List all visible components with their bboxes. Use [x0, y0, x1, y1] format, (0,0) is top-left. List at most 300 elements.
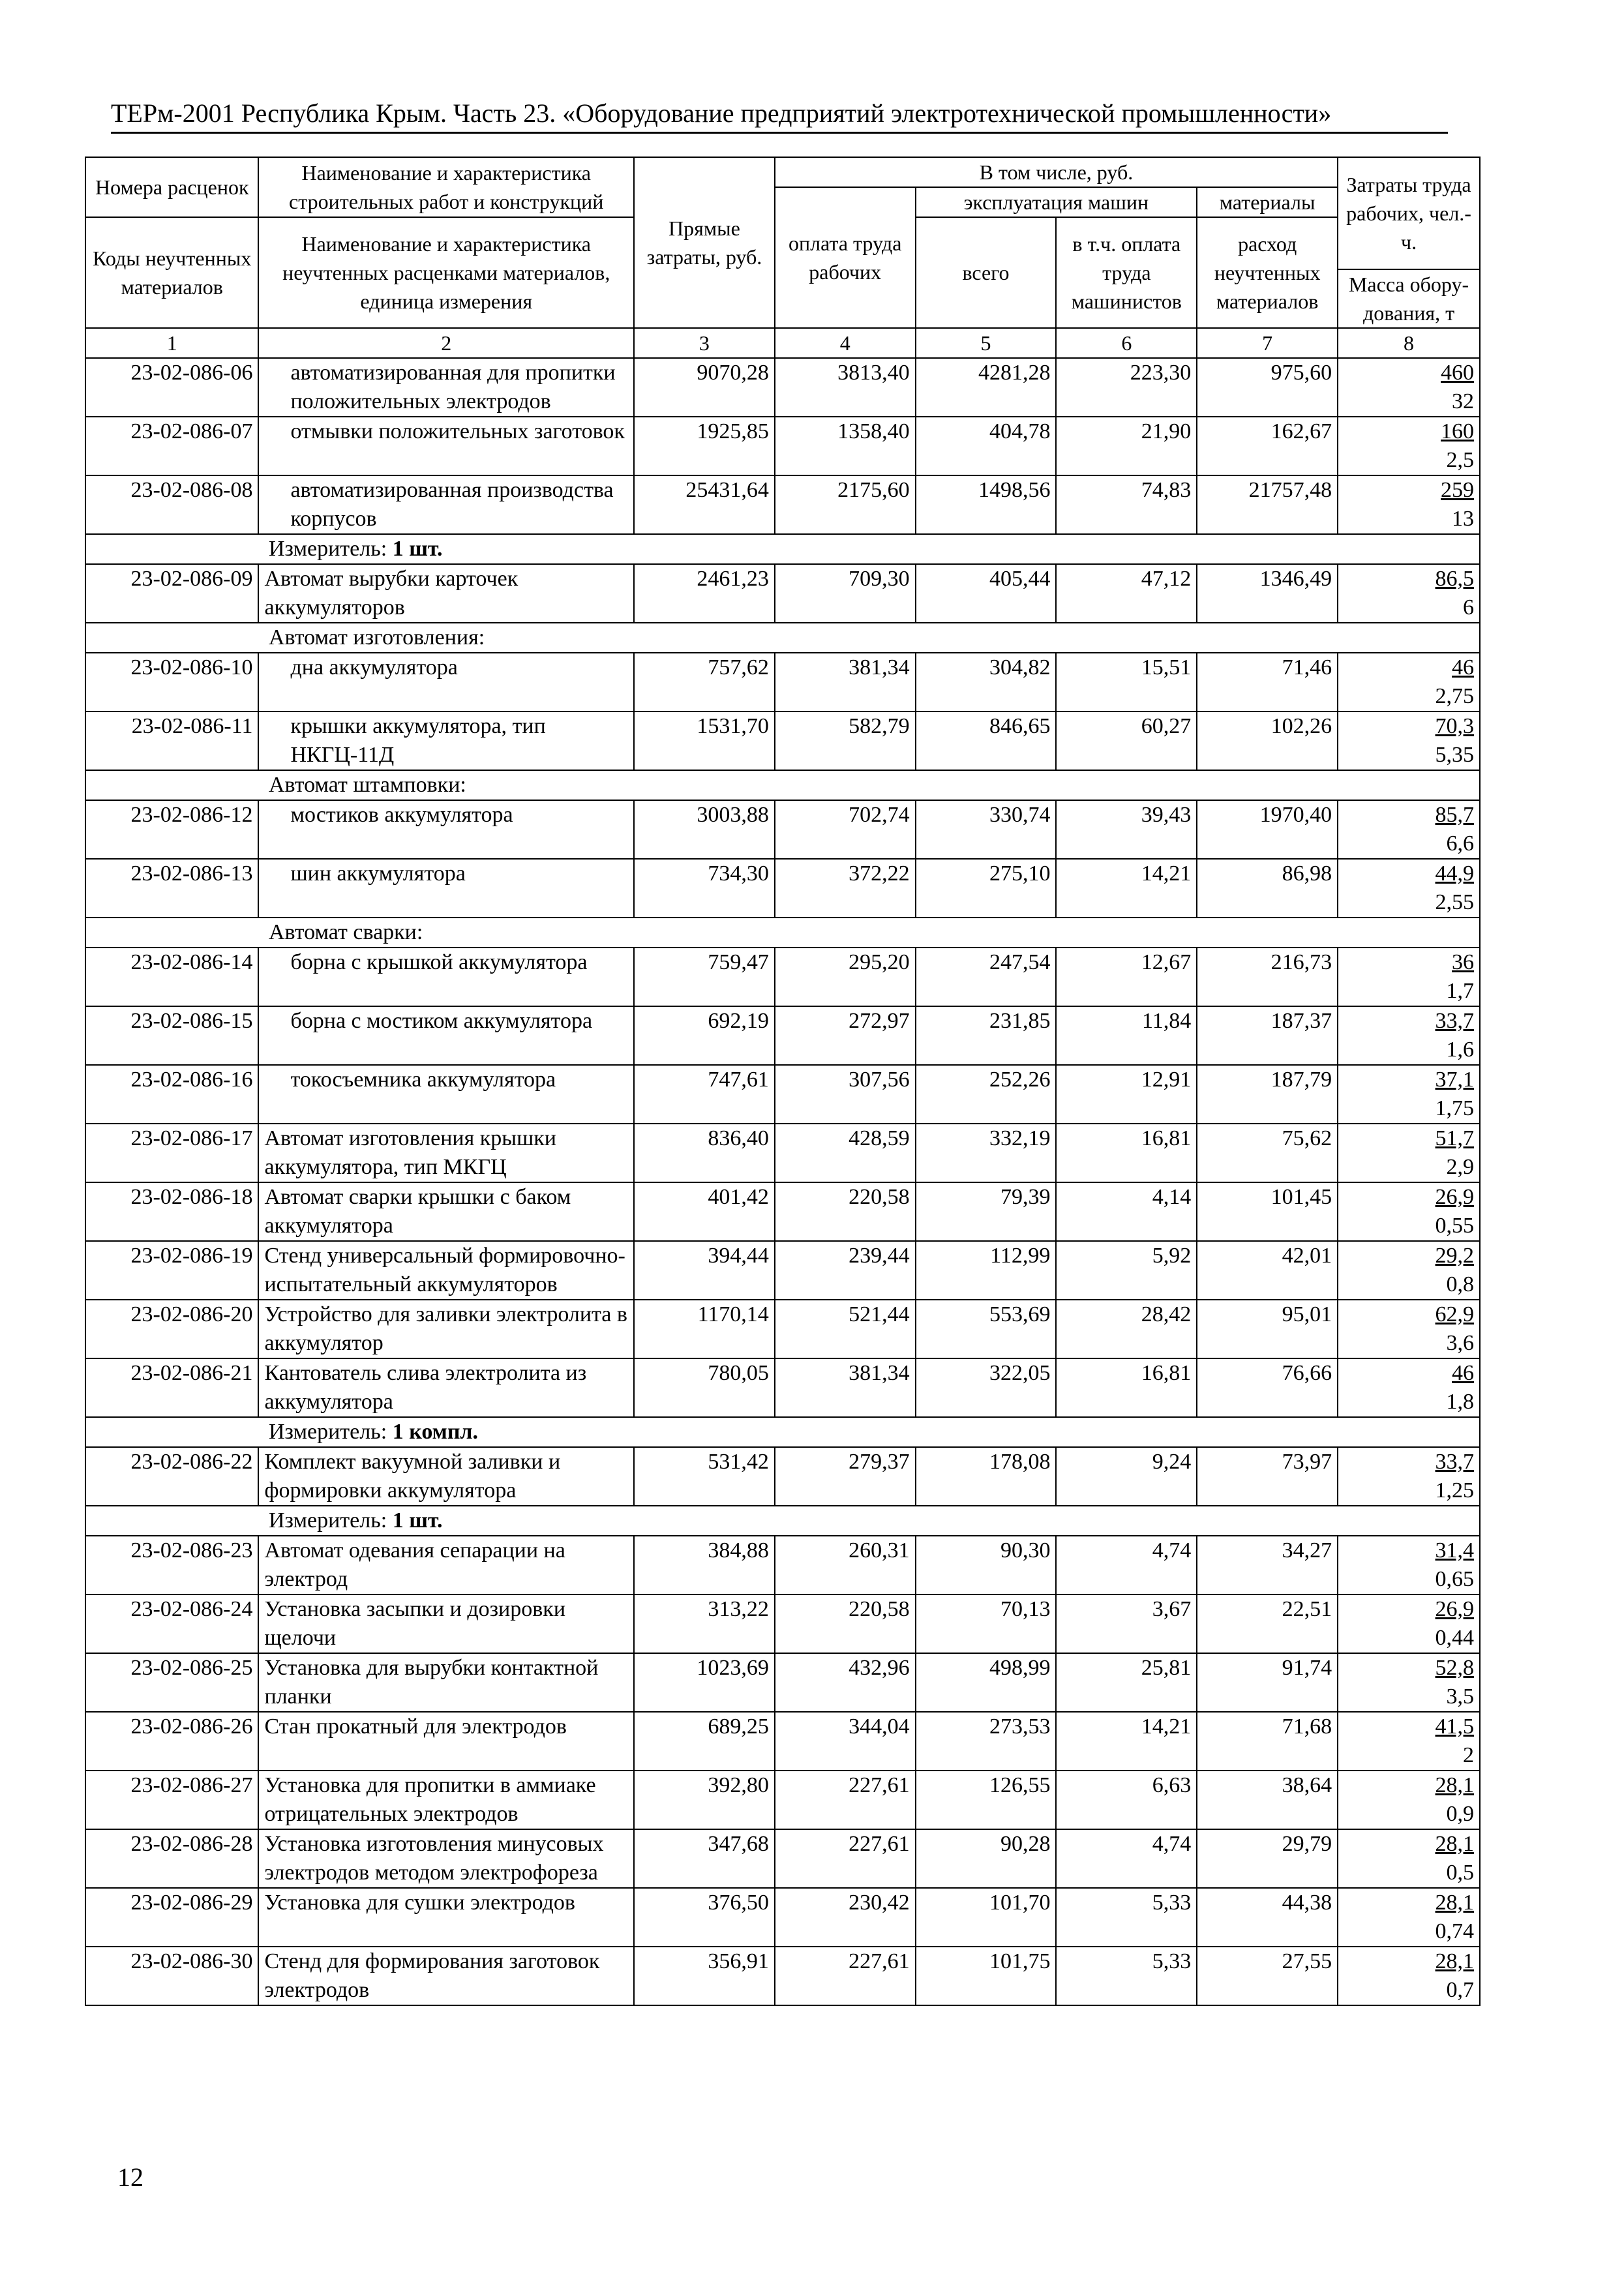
worker-pay: 272,97 [775, 1006, 916, 1065]
materials-cost: 29,79 [1197, 1829, 1338, 1888]
equipment-mass: 6 [1463, 595, 1474, 620]
labor-and-mass [1338, 1594, 1480, 1653]
table-row [85, 1888, 1480, 1947]
section-heading: Автомат штамповки: [85, 770, 1480, 800]
labor-hours: 28,1 [1435, 1949, 1474, 1973]
rate-code: 23-02-086-14 [85, 948, 258, 1006]
measure-value: 1 шт. [392, 537, 443, 561]
materials-cost: 95,01 [1197, 1300, 1338, 1358]
materials-cost: 102,26 [1197, 711, 1338, 770]
worker-pay: 3813,40 [775, 358, 916, 417]
materials-cost: 42,01 [1197, 1241, 1338, 1300]
labor-hours: 46 [1452, 1361, 1474, 1385]
operators-pay: 14,21 [1056, 859, 1197, 918]
equipment-mass: 2,9 [1446, 1155, 1474, 1179]
header-direct-costs: Прямые затраты, руб. [634, 157, 775, 328]
machines-total: 101,75 [916, 1947, 1057, 2005]
header-material-names: Наименование и характеристика неучтенных расценками материалов, единица измерения [258, 217, 634, 328]
labor-hours: 51,7 [1435, 1126, 1474, 1150]
materials-cost: 216,73 [1197, 948, 1338, 1006]
rate-code: 23-02-086-08 [85, 475, 258, 534]
worker-pay: 2175,60 [775, 475, 916, 534]
labor-and-mass [1338, 859, 1480, 918]
equipment-mass: 2,55 [1435, 890, 1474, 914]
measure-row [85, 1417, 1480, 1447]
section-heading: Автомат сварки: [85, 918, 1480, 948]
materials-cost: 101,45 [1197, 1182, 1338, 1241]
materials-cost: 73,97 [1197, 1447, 1338, 1506]
machines-total: 404,78 [916, 417, 1057, 475]
equipment-mass: 2,5 [1446, 448, 1474, 472]
rate-code: 23-02-086-25 [85, 1653, 258, 1712]
operators-pay: 21,90 [1056, 417, 1197, 475]
rate-code: 23-02-086-23 [85, 1536, 258, 1594]
machines-total: 553,69 [916, 1300, 1057, 1358]
rate-name: Установка для вырубки контактной планки [258, 1653, 634, 1712]
worker-pay: 381,34 [775, 653, 916, 711]
direct-costs: 747,61 [634, 1065, 775, 1124]
machines-total: 231,85 [916, 1006, 1057, 1065]
rate-name: дна аккумулятора [258, 653, 634, 711]
table-row [85, 1300, 1480, 1358]
direct-costs: 9070,28 [634, 358, 775, 417]
direct-costs: 3003,88 [634, 800, 775, 859]
labor-and-mass [1338, 1300, 1480, 1358]
rate-code: 23-02-086-17 [85, 1124, 258, 1182]
labor-hours: 86,5 [1435, 567, 1474, 591]
measure-row [85, 1506, 1480, 1536]
machines-total: 498,99 [916, 1653, 1057, 1712]
direct-costs: 356,91 [634, 1947, 775, 2005]
rate-code: 23-02-086-29 [85, 1888, 258, 1947]
equipment-mass: 1,8 [1446, 1390, 1474, 1414]
materials-cost: 1970,40 [1197, 800, 1338, 859]
column-number: 2 [258, 328, 634, 358]
operators-pay: 12,67 [1056, 948, 1197, 1006]
operators-pay: 9,24 [1056, 1447, 1197, 1506]
worker-pay: 372,22 [775, 859, 916, 918]
equipment-mass: 1,7 [1446, 979, 1474, 1003]
worker-pay: 432,96 [775, 1653, 916, 1712]
labor-and-mass [1338, 800, 1480, 859]
section-row [85, 623, 1480, 653]
machines-total: 112,99 [916, 1241, 1057, 1300]
machines-total: 322,05 [916, 1358, 1057, 1417]
direct-costs: 25431,64 [634, 475, 775, 534]
machines-total: 126,55 [916, 1771, 1057, 1829]
operators-pay: 47,12 [1056, 564, 1197, 623]
operators-pay: 15,51 [1056, 653, 1197, 711]
rate-name: Установка для пропитки в аммиаке отрицательных электродов [258, 1771, 634, 1829]
rate-name: крышки аккумулятора, тип НКГЦ-11Д [258, 711, 634, 770]
labor-hours: 26,9 [1435, 1185, 1474, 1209]
table-row [85, 1536, 1480, 1594]
direct-costs: 531,42 [634, 1447, 775, 1506]
table-row [85, 1182, 1480, 1241]
measure-cell [85, 1417, 1480, 1447]
operators-pay: 12,91 [1056, 1065, 1197, 1124]
machines-total: 330,74 [916, 800, 1057, 859]
labor-and-mass [1338, 1065, 1480, 1124]
equipment-mass: 13 [1452, 507, 1474, 531]
rate-code: 23-02-086-30 [85, 1947, 258, 2005]
operators-pay: 5,33 [1056, 1947, 1197, 2005]
header-materials: материалы [1197, 187, 1338, 217]
labor-hours: 46 [1452, 655, 1474, 680]
materials-cost: 27,55 [1197, 1947, 1338, 2005]
measure-label: Измеритель: [269, 1508, 387, 1533]
rate-name: шин аккумулятора [258, 859, 634, 918]
rate-code: 23-02-086-19 [85, 1241, 258, 1300]
labor-hours: 160 [1441, 419, 1474, 443]
labor-and-mass [1338, 1653, 1480, 1712]
operators-pay: 4,14 [1056, 1182, 1197, 1241]
rate-code: 23-02-086-24 [85, 1594, 258, 1653]
column-number: 8 [1338, 328, 1480, 358]
labor-hours: 28,1 [1435, 1832, 1474, 1856]
rate-name: Стенд универсальный формировочно-испытательный аккумуляторов [258, 1241, 634, 1300]
column-number: 4 [775, 328, 916, 358]
labor-and-mass [1338, 711, 1480, 770]
equipment-mass: 1,6 [1446, 1038, 1474, 1062]
rate-code: 23-02-086-15 [85, 1006, 258, 1065]
worker-pay: 279,37 [775, 1447, 916, 1506]
rate-code: 23-02-086-06 [85, 358, 258, 417]
rate-name: Установка для сушки электродов [258, 1888, 634, 1947]
equipment-mass: 32 [1452, 389, 1474, 413]
materials-cost: 187,37 [1197, 1006, 1338, 1065]
worker-pay: 381,34 [775, 1358, 916, 1417]
machines-total: 1498,56 [916, 475, 1057, 534]
rate-name: Стан прокатный для электродов [258, 1712, 634, 1771]
operators-pay: 5,33 [1056, 1888, 1197, 1947]
rate-name: борна с крышкой аккумулятора [258, 948, 634, 1006]
labor-hours: 36 [1452, 950, 1474, 974]
header-machines-total: всего [916, 217, 1057, 328]
rate-name: токосъемника аккумулятора [258, 1065, 634, 1124]
equipment-mass: 5,35 [1435, 743, 1474, 767]
machines-total: 90,30 [916, 1536, 1057, 1594]
table-row [85, 1712, 1480, 1771]
direct-costs: 836,40 [634, 1124, 775, 1182]
section-row [85, 918, 1480, 948]
labor-and-mass [1338, 1771, 1480, 1829]
table-row [85, 475, 1480, 534]
rate-name: Автомат одевания сепарации на электрод [258, 1536, 634, 1594]
operators-pay: 25,81 [1056, 1653, 1197, 1712]
labor-and-mass [1338, 475, 1480, 534]
measure-row [85, 534, 1480, 564]
equipment-mass: 0,7 [1446, 1978, 1474, 2002]
rate-name: отмывки положительных заготовок [258, 417, 634, 475]
labor-and-mass [1338, 948, 1480, 1006]
operators-pay: 39,43 [1056, 800, 1197, 859]
header-labor-hours: Затраты труда рабочих, чел.-ч. [1338, 157, 1480, 269]
equipment-mass: 0,8 [1446, 1272, 1474, 1296]
machines-total: 273,53 [916, 1712, 1057, 1771]
rate-name: автоматизированная для пропитки положительных электродов [258, 358, 634, 417]
materials-cost: 76,66 [1197, 1358, 1338, 1417]
direct-costs: 394,44 [634, 1241, 775, 1300]
header-worker-pay: оплата труда рабочих [775, 187, 916, 328]
materials-cost: 1346,49 [1197, 564, 1338, 623]
machines-total: 178,08 [916, 1447, 1057, 1506]
worker-pay: 227,61 [775, 1829, 916, 1888]
rate-code: 23-02-086-13 [85, 859, 258, 918]
direct-costs: 1531,70 [634, 711, 775, 770]
section-row [85, 770, 1480, 800]
worker-pay: 582,79 [775, 711, 916, 770]
header-work-name: Наименование и характеристика строительных работ и конструкций [258, 157, 634, 217]
worker-pay: 230,42 [775, 1888, 916, 1947]
table-body [85, 358, 1480, 2005]
operators-pay: 28,42 [1056, 1300, 1197, 1358]
materials-cost: 38,64 [1197, 1771, 1338, 1829]
equipment-mass: 0,9 [1446, 1802, 1474, 1826]
labor-and-mass [1338, 417, 1480, 475]
direct-costs: 384,88 [634, 1536, 775, 1594]
table-row [85, 358, 1480, 417]
labor-and-mass [1338, 1182, 1480, 1241]
header-materials-usage: расход неучтенных материалов [1197, 217, 1338, 328]
labor-hours: 70,3 [1435, 714, 1474, 738]
labor-and-mass [1338, 1358, 1480, 1417]
equipment-mass: 0,55 [1435, 1214, 1474, 1238]
worker-pay: 220,58 [775, 1594, 916, 1653]
rate-code: 23-02-086-27 [85, 1771, 258, 1829]
table-row [85, 1594, 1480, 1653]
labor-hours: 28,1 [1435, 1773, 1474, 1797]
measure-label: Измеритель: [269, 1420, 387, 1444]
rate-code: 23-02-086-09 [85, 564, 258, 623]
direct-costs: 1023,69 [634, 1653, 775, 1712]
table-row [85, 1653, 1480, 1712]
labor-hours: 41,5 [1435, 1714, 1474, 1739]
page-number: 12 [117, 2162, 143, 2192]
labor-and-mass [1338, 1536, 1480, 1594]
header-material-codes: Коды неучтенных материалов [85, 217, 258, 328]
rate-name: Установка засыпки и дозировки щелочи [258, 1594, 634, 1653]
section-heading: Автомат изготовления: [85, 623, 1480, 653]
table-row [85, 1829, 1480, 1888]
operators-pay: 4,74 [1056, 1536, 1197, 1594]
table-row [85, 1358, 1480, 1417]
rate-code: 23-02-086-20 [85, 1300, 258, 1358]
table-row [85, 800, 1480, 859]
worker-pay: 295,20 [775, 948, 916, 1006]
direct-costs: 392,80 [634, 1771, 775, 1829]
labor-and-mass [1338, 1006, 1480, 1065]
operators-pay: 6,63 [1056, 1771, 1197, 1829]
equipment-mass: 1,75 [1435, 1096, 1474, 1120]
labor-hours: 33,7 [1435, 1009, 1474, 1033]
worker-pay: 428,59 [775, 1124, 916, 1182]
machines-total: 304,82 [916, 653, 1057, 711]
measure-cell [85, 1506, 1480, 1536]
operators-pay: 14,21 [1056, 1712, 1197, 1771]
worker-pay: 220,58 [775, 1182, 916, 1241]
table-row [85, 1947, 1480, 2005]
labor-and-mass [1338, 1712, 1480, 1771]
materials-cost: 71,68 [1197, 1712, 1338, 1771]
materials-cost: 22,51 [1197, 1594, 1338, 1653]
direct-costs: 376,50 [634, 1888, 775, 1947]
labor-and-mass [1338, 1124, 1480, 1182]
direct-costs: 2461,23 [634, 564, 775, 623]
direct-costs: 1170,14 [634, 1300, 775, 1358]
rate-code: 23-02-086-10 [85, 653, 258, 711]
table-row [85, 859, 1480, 918]
machines-total: 247,54 [916, 948, 1057, 1006]
operators-pay: 11,84 [1056, 1006, 1197, 1065]
table-row [85, 1124, 1480, 1182]
labor-and-mass [1338, 1447, 1480, 1506]
labor-hours: 31,4 [1435, 1538, 1474, 1563]
direct-costs: 734,30 [634, 859, 775, 918]
operators-pay: 4,74 [1056, 1829, 1197, 1888]
table-header [85, 157, 1480, 358]
worker-pay: 227,61 [775, 1947, 916, 2005]
operators-pay: 74,83 [1056, 475, 1197, 534]
header-rule [111, 132, 1448, 134]
header-equipment-mass: Масса обору-дования, т [1338, 269, 1480, 328]
labor-hours: 52,8 [1435, 1656, 1474, 1680]
labor-and-mass [1338, 564, 1480, 623]
header-operators-pay: в т.ч. оплата труда машинистов [1056, 217, 1197, 328]
table-row [85, 1065, 1480, 1124]
direct-costs: 757,62 [634, 653, 775, 711]
direct-costs: 692,19 [634, 1006, 775, 1065]
rate-name: Автомат сварки крышки с баком аккумулятора [258, 1182, 634, 1241]
rate-code: 23-02-086-07 [85, 417, 258, 475]
operators-pay: 5,92 [1056, 1241, 1197, 1300]
equipment-mass: 2 [1463, 1743, 1474, 1767]
header-rate-numbers: Номера расценок [85, 157, 258, 217]
rate-name: Кантователь слива электролита из аккумулятора [258, 1358, 634, 1417]
materials-cost: 34,27 [1197, 1536, 1338, 1594]
rate-code: 23-02-086-18 [85, 1182, 258, 1241]
rate-code: 23-02-086-28 [85, 1829, 258, 1888]
rate-code: 23-02-086-16 [85, 1065, 258, 1124]
direct-costs: 401,42 [634, 1182, 775, 1241]
equipment-mass: 0,65 [1435, 1567, 1474, 1591]
operators-pay: 16,81 [1056, 1124, 1197, 1182]
rate-name: Устройство для заливки электролита в аккумулятор [258, 1300, 634, 1358]
materials-cost: 86,98 [1197, 859, 1338, 918]
materials-cost: 21757,48 [1197, 475, 1338, 534]
labor-and-mass [1338, 653, 1480, 711]
measure-value: 1 компл. [392, 1420, 479, 1444]
machines-total: 79,39 [916, 1182, 1057, 1241]
worker-pay: 709,30 [775, 564, 916, 623]
table-row [85, 1771, 1480, 1829]
column-number: 6 [1056, 328, 1197, 358]
equipment-mass: 3,6 [1446, 1331, 1474, 1355]
equipment-mass: 6,6 [1446, 831, 1474, 856]
rate-name: Стенд для формирования заготовок электродов [258, 1947, 634, 2005]
machines-total: 846,65 [916, 711, 1057, 770]
labor-hours: 259 [1441, 478, 1474, 502]
equipment-mass: 0,5 [1446, 1861, 1474, 1885]
materials-cost: 187,79 [1197, 1065, 1338, 1124]
materials-cost: 44,38 [1197, 1888, 1338, 1947]
worker-pay: 702,74 [775, 800, 916, 859]
materials-cost: 71,46 [1197, 653, 1338, 711]
measure-cell [85, 534, 1480, 564]
rate-name: мостиков аккумулятора [258, 800, 634, 859]
worker-pay: 239,44 [775, 1241, 916, 1300]
direct-costs: 347,68 [634, 1829, 775, 1888]
column-number: 7 [1197, 328, 1338, 358]
operators-pay: 3,67 [1056, 1594, 1197, 1653]
worker-pay: 1358,40 [775, 417, 916, 475]
worker-pay: 344,04 [775, 1712, 916, 1771]
labor-hours: 85,7 [1435, 803, 1474, 827]
labor-and-mass [1338, 1241, 1480, 1300]
materials-cost: 91,74 [1197, 1653, 1338, 1712]
column-number-row [85, 328, 1480, 358]
operators-pay: 60,27 [1056, 711, 1197, 770]
direct-costs: 689,25 [634, 1712, 775, 1771]
labor-hours: 37,1 [1435, 1068, 1474, 1092]
labor-hours: 29,2 [1435, 1244, 1474, 1268]
rates-table [85, 157, 1481, 2006]
worker-pay: 260,31 [775, 1536, 916, 1594]
equipment-mass: 3,5 [1446, 1684, 1474, 1709]
direct-costs: 780,05 [634, 1358, 775, 1417]
measure-label: Измеритель: [269, 537, 387, 561]
rate-name: борна с мостиком аккумулятора [258, 1006, 634, 1065]
labor-hours: 44,9 [1435, 861, 1474, 886]
worker-pay: 521,44 [775, 1300, 916, 1358]
rate-code: 23-02-086-11 [85, 711, 258, 770]
table-row [85, 564, 1480, 623]
column-number: 1 [85, 328, 258, 358]
table-row [85, 417, 1480, 475]
rate-code: 23-02-086-22 [85, 1447, 258, 1506]
labor-and-mass [1338, 1829, 1480, 1888]
column-number: 5 [916, 328, 1057, 358]
machines-total: 405,44 [916, 564, 1057, 623]
machines-total: 101,70 [916, 1888, 1057, 1947]
rate-code: 23-02-086-26 [85, 1712, 258, 1771]
table-row [85, 653, 1480, 711]
rate-name: Автомат вырубки карточек аккумуляторов [258, 564, 634, 623]
labor-hours: 460 [1441, 361, 1474, 385]
measure-value: 1 шт. [392, 1508, 443, 1533]
table-row [85, 1006, 1480, 1065]
labor-hours: 33,7 [1435, 1450, 1474, 1474]
materials-cost: 75,62 [1197, 1124, 1338, 1182]
materials-cost: 162,67 [1197, 417, 1338, 475]
worker-pay: 227,61 [775, 1771, 916, 1829]
labor-hours: 62,9 [1435, 1302, 1474, 1326]
page-header-title: ТЕРм-2001 Республика Крым. Часть 23. «Оборудование предприятий электротехнической промышленности» [111, 98, 1332, 128]
labor-hours: 28,1 [1435, 1891, 1474, 1915]
machines-total: 332,19 [916, 1124, 1057, 1182]
table-row [85, 1447, 1480, 1506]
equipment-mass: 0,44 [1435, 1626, 1474, 1650]
direct-costs: 313,22 [634, 1594, 775, 1653]
operators-pay: 223,30 [1056, 358, 1197, 417]
labor-and-mass [1338, 1947, 1480, 2005]
table-row [85, 948, 1480, 1006]
rate-code: 23-02-086-21 [85, 1358, 258, 1417]
table-row [85, 1241, 1480, 1300]
rate-name: Комплект вакуумной заливки и формировки аккумулятора [258, 1447, 634, 1506]
rate-name: Установка изготовления минусовых электродов методом электрофореза [258, 1829, 634, 1888]
direct-costs: 1925,85 [634, 417, 775, 475]
